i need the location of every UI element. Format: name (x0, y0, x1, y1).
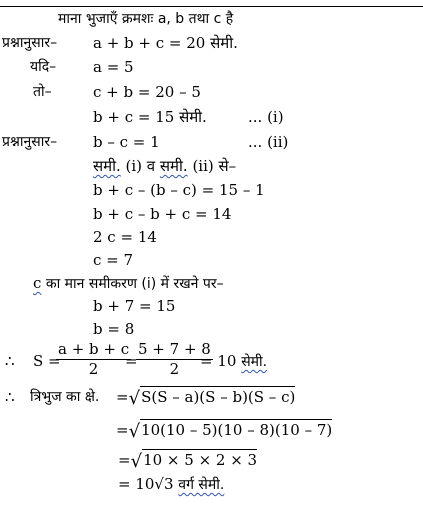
line-6-part-2: (i) व (120, 157, 160, 175)
equals-sign: = (125, 352, 138, 370)
equation-line-11 (33, 274, 224, 293)
sqrt-symbol-2: √ (128, 421, 141, 442)
equation-line-3: c + b = 20 – 5 (93, 83, 201, 101)
equation-line-9: 2 c = 14 (93, 228, 157, 246)
sqrt-symbol-3: √ (130, 451, 143, 472)
equation-ref-i: ... (i) (248, 108, 284, 126)
area-formula-3 (118, 449, 257, 471)
variable-c: c (33, 274, 42, 292)
fraction-1-denominator: 2 (88, 360, 99, 378)
equation-line-8: b + c – b + c = 14 (93, 205, 232, 223)
s-result (200, 352, 267, 371)
area-formula-3-radicand: 10 × 5 × 2 × 3 (143, 451, 258, 469)
equation-line-2: a = 5 (93, 58, 134, 76)
heading: माना भुजाएँ क्रमशः a, b तथा c है (58, 11, 234, 27)
s-label: S = (33, 352, 61, 370)
area-result (118, 475, 224, 494)
label-line-5: प्रश्नानुसार– (2, 134, 58, 150)
equation-ref-ii: ... (ii) (248, 133, 289, 151)
equation-line-1: a + b + c = 20 सेमी. (93, 34, 238, 52)
equation-line-12: b + 7 = 15 (93, 297, 176, 315)
abbrev-sami-2: समी. (159, 157, 188, 175)
area-formula-3-equals: = (118, 451, 131, 469)
area-result-value: = 10√3 (118, 475, 179, 493)
equation-line-4: b + c = 15 सेमी. (93, 108, 207, 126)
sqrt-symbol-1: √ (128, 388, 141, 409)
line-11-text: का मान समीकरण (i) में रखने पर– (41, 276, 224, 292)
equation-line-6 (93, 157, 236, 175)
fraction-1 (56, 340, 131, 378)
equation-line-5: b – c = 1 (93, 133, 160, 151)
area-formula-1-equals: = (116, 388, 129, 406)
area-formula-1 (116, 386, 295, 408)
area-formula-1-radicand: S(S – a)(S – b)(S – c) (141, 388, 296, 406)
fraction-1-numerator: a + b + c (58, 340, 130, 358)
s-result-value: = 10 (200, 352, 242, 370)
area-result-unit: वर्ग सेमी. (178, 477, 225, 493)
top-rule (0, 6, 423, 7)
equation-line-7: b + c – (b – c) = 15 – 1 (93, 181, 265, 199)
therefore-symbol-1: ∴ (5, 352, 15, 370)
area-formula-2-radicand: 10(10 – 5)(10 – 8)(10 – 7) (141, 421, 333, 439)
label-line-3: तो– (33, 84, 52, 100)
equation-line-10: c = 7 (93, 251, 134, 269)
area-label: त्रिभुज का क्षे. (30, 389, 100, 405)
label-line-2: यदि– (30, 59, 57, 75)
line-6-part-4: (ii) से– (187, 157, 237, 175)
s-result-unit: सेमी. (241, 354, 268, 370)
fraction-2-numerator: 5 + 7 + 8 (138, 340, 211, 358)
area-formula-2 (116, 419, 332, 441)
abbrev-sami-1: समी. (93, 157, 121, 175)
fraction-2-denominator: 2 (169, 360, 180, 378)
equation-line-13: b = 8 (93, 320, 135, 338)
area-formula-2-equals: = (116, 421, 129, 439)
label-line-1: प्रश्नानुसार– (2, 35, 58, 51)
therefore-symbol-2: ∴ (5, 388, 15, 406)
